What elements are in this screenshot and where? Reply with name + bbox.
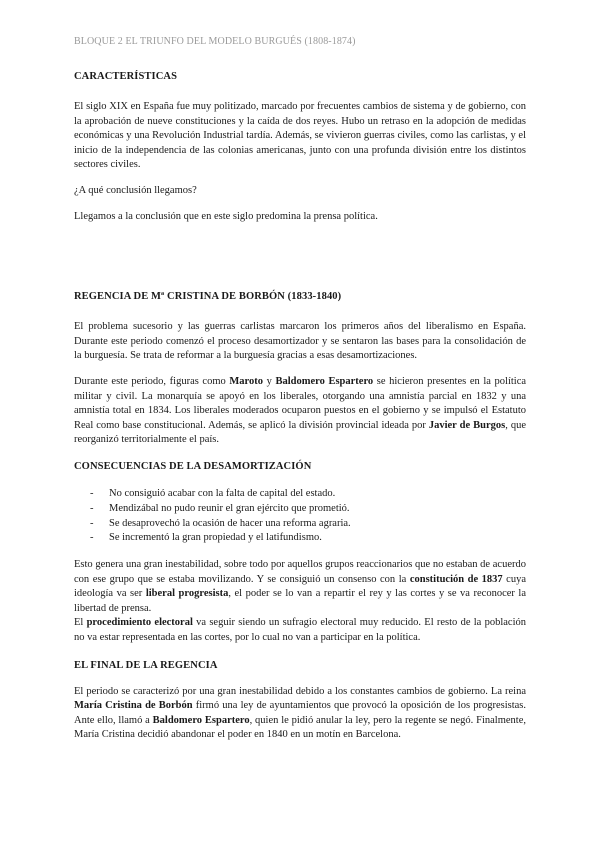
paragraph-regencia-1: El problema sucesorio y las guerras carlistas marcaron los primeros años del liberalismo en España. Durante este periodo comenzó el proceso desamortizador y se sentaron las bases para la consolidación de la burguesía. Se trata de reformar a la burguesía gracias a esas desamortizaciones. bbox=[74, 321, 526, 362]
list-item: - No consiguió acabar con la falta de capital del estado. bbox=[90, 487, 336, 499]
paragraph-caracteristicas: El siglo XIX en España fue muy politizado, marcado por frecuentes cambios de sistema y de gobierno, con la aprobación de nueve constituciones y la caída de dos reyes. Hubo un retraso en la adopción de medidas económicas y una Revolución Industrial tardía. Además, se vivieron guerras civiles, como las carlistas, y el inicio de la independencia de las colonias americanas, junto con una profunda división entre los distintos sectores civiles. bbox=[74, 101, 526, 171]
page-header: BLOQUE 2 EL TRIUNFO DEL MODELO BURGUÉS (1808-1874) bbox=[74, 36, 356, 47]
list-item: - Se desaprovechó la ocasión de hacer una reforma agraria. bbox=[90, 517, 351, 529]
document-body bbox=[74, 70, 526, 743]
name-javier-de-burgos: Javier de Burgos bbox=[428, 419, 506, 431]
term-constitucion-1837: constitución de 1837 bbox=[409, 573, 503, 585]
name-maria-cristina: María Cristina de Borbón bbox=[74, 700, 193, 712]
name-espartero-final: Baldomero Espartero bbox=[152, 714, 250, 726]
heading-regencia: REGENCIA DE Mª CRISTINA DE BORBÓN (1833-1840) bbox=[74, 291, 342, 303]
heading-caracteristicas: CARACTERÍSTICAS bbox=[74, 71, 178, 82]
paragraph-consecuencias-1: Esto genera una gran inestabilidad, sobre todo por aquellos grupos reaccionarios que no estaban de acuerdo con ese grupo que se estaba movilizando. Y se consiguió un consenso con la constitución de 1837 cuya ideología va ser liberal progresista, el poder se lo van a repartir el rey y las cortes y se va reconocer la libertad de prensa. bbox=[74, 559, 527, 614]
term-liberal-progresista: liberal progresista bbox=[145, 588, 229, 600]
term-procedimiento-electoral: procedimiento electoral bbox=[86, 617, 193, 629]
paragraph-consecuencias-2: El procedimiento electoral va seguir siendo un sufragio electoral muy reducido. El resto de la población no va estar representada en las cortes, por lo cual no van a participar en la política. bbox=[74, 617, 526, 644]
paragraph-question: ¿A qué conclusión llegamos? bbox=[74, 184, 197, 196]
list-item: - Se incrementó la gran propiedad y el latifundismo. bbox=[90, 532, 322, 544]
paragraph-answer: Llegamos a la conclusión que en este siglo predomina la prensa política. bbox=[74, 210, 378, 222]
paragraph-regencia-2: Durante este periodo, figuras como Maroto y Baldomero Espartero se hicieron presentes en la política militar y civil. La monarquía se apoyó en los liberales, otorgando una amnistía parcial en 1832 y una amnistía total en 1834. Los liberales moderados ocuparon puestos en el gobierno y se impulsó el Estatuto Real como base constitucional. Además, se aplicó la división provincial ideada por Javier de Burgos, que reorganizó territorialmente el país. bbox=[74, 375, 527, 446]
name-maroto: Maroto bbox=[229, 375, 263, 387]
list-item: - Mendizábal no pudo reunir el gran ejército que prometió. bbox=[90, 502, 350, 514]
heading-consecuencias: CONSECUENCIAS DE LA DESAMORTIZACIÓN bbox=[74, 460, 312, 472]
heading-final-regencia: EL FINAL DE LA REGENCIA bbox=[74, 659, 218, 671]
paragraph-final: El periodo se caracterizó por una gran inestabilidad debido a los constantes cambios de gobierno. La reina María Cristina de Borbón firmó una ley de ayuntamientos que provocó la oposición de los progresistas. Ante ello, llamó a Baldomero Espartero, quien le pidió anular la ley, pero la regente se negó. Finalmente, María Cristina decidió abandonar el poder en 1840 en un motín en Barcelona. bbox=[74, 685, 526, 741]
name-espartero: Baldomero Espartero bbox=[275, 375, 374, 387]
consecuencias-list bbox=[74, 487, 526, 546]
